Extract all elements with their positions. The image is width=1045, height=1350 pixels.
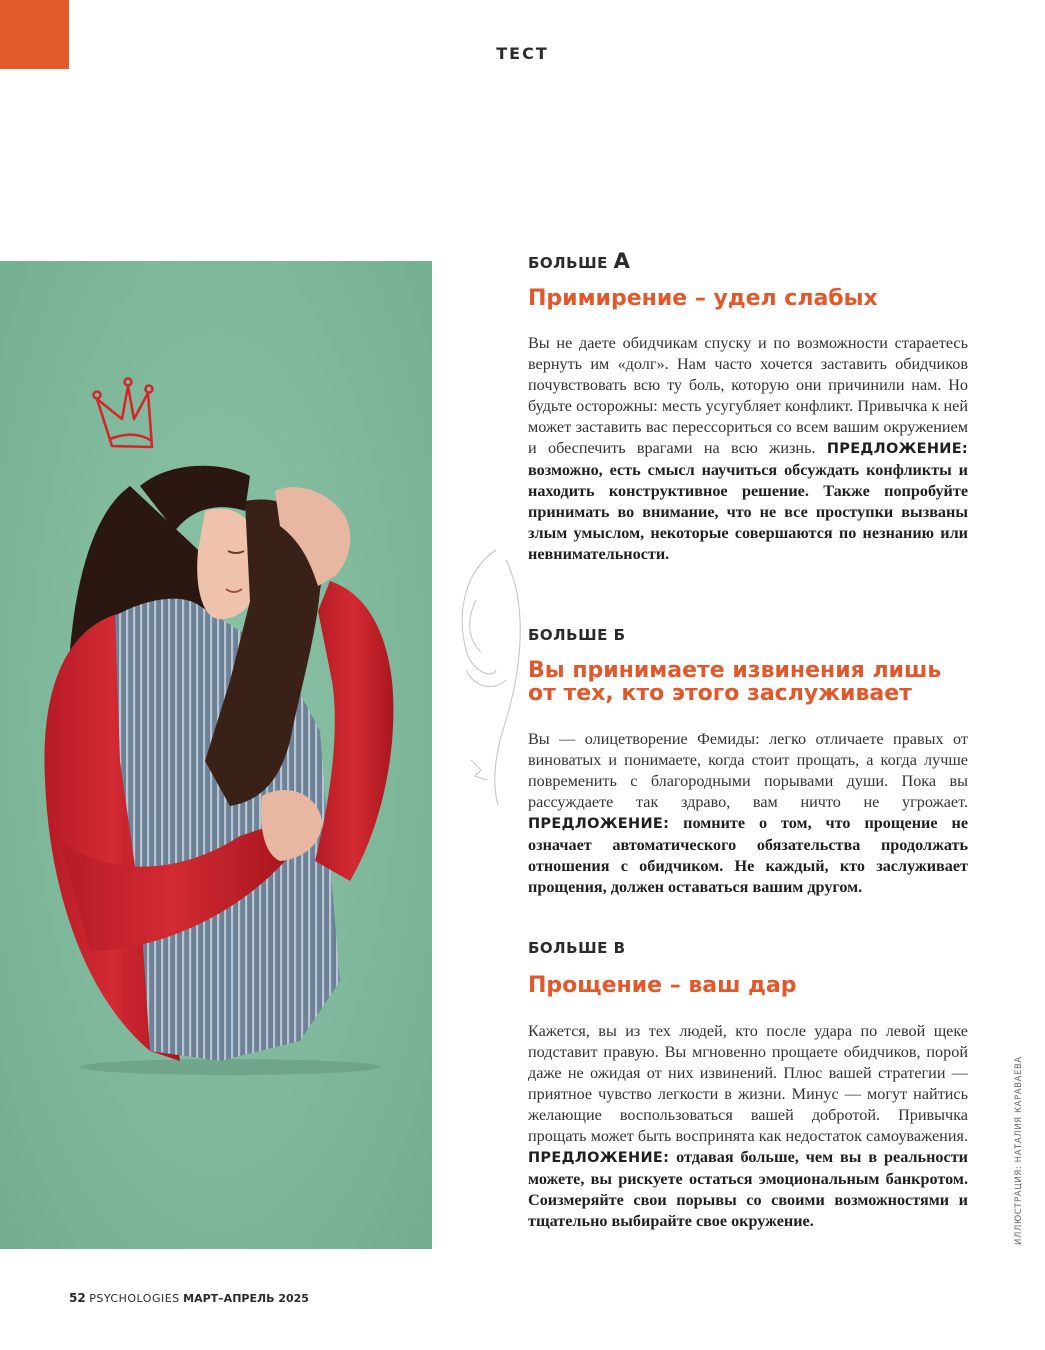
illustration-woman-hugging <box>0 261 432 1249</box>
section-tag: ТЕСТ <box>496 44 549 63</box>
face-line-sketch <box>436 540 532 810</box>
result-v-label: БОЛЬШЕ В <box>528 939 626 957</box>
page-number: 52 <box>69 1291 86 1305</box>
result-a-text: Вы не даете обидчикам спуску и по возможности стараетесь вернуть им «долг». Нам часто хочется заставить обидчиков почувствовать всю ту боль, которую они причинили нам. Но будьте осторожны: месть усугубляет конфликт. Привычка к ней может заставить вас перессориться со всем вашим окружением и обеспечить врагами на всю жизнь. ПРЕДЛОЖЕНИЕ: возможно, есть смысл научиться обсуждать конфликты и находить конструктивное решение. Также попробуйте принимать во внимание, что не все проступки вызваны злым умыслом, некоторые совершаются по незнанию или невнимательности. <box>528 334 969 563</box>
crown-doodle <box>94 379 153 448</box>
result-v-text: Кажется, вы из тех людей, кто после удара по левой щеке подставит правую. Вы мгновенно прощаете обидчиков, порой даже не ожидая от них извинений. Плюс вашей стратегии — приятное чувство легкости в жизни. Минус — могут найтись желающие воспользоваться вашей добротой. Привычка прощать может быть воспринята как недостаток самоуважения. ПРЕДЛОЖЕНИЕ: отдавая больше, чем вы в реальности можете, вы рискуете остаться эмоциональным банкротом. Соизмеряйте свои порывы со своими возможностями и тщательно выбирайте свое окружение. <box>528 1022 968 1230</box>
result-a-block <box>528 249 968 565</box>
issue-date: МАРТ–АПРЕЛЬ 2025 <box>183 1292 309 1305</box>
result-v-title: Прощение – ваш дар <box>528 973 797 998</box>
result-b-title: Вы принимаете извинения лишь от тех, кто этого заслуживает <box>528 658 942 706</box>
page-footer <box>69 1291 309 1305</box>
result-b-block <box>528 626 968 898</box>
result-a-title: Примирение – удел слабых <box>528 286 878 311</box>
result-a-label: БОЛЬШЕ А <box>528 249 631 273</box>
result-b-label: БОЛЬШЕ Б <box>528 626 626 644</box>
result-b-text: Вы — олицетворение Фемиды: легко отличаете правых от виноватых и понимаете, когда стоит прощать, а когда лучше повременить с благородными порывами души. Пока вы рассуждаете так здраво, вам ничто не угрожает. ПРЕДЛОЖЕНИЕ: помните о том, что прощение не означает автоматического обязательства продолжать отношения с обидчиком. Не каждый, кто заслуживает прощения, должен оставаться вашим другом. <box>528 730 969 896</box>
magazine-name: PSYCHOLOGIES <box>89 1292 180 1305</box>
result-v-block <box>528 939 968 1232</box>
illustration-credit: ИЛЛЮСТРАЦИЯ: НАТАЛИЯ КАРАВАЕВА <box>1014 1056 1024 1245</box>
